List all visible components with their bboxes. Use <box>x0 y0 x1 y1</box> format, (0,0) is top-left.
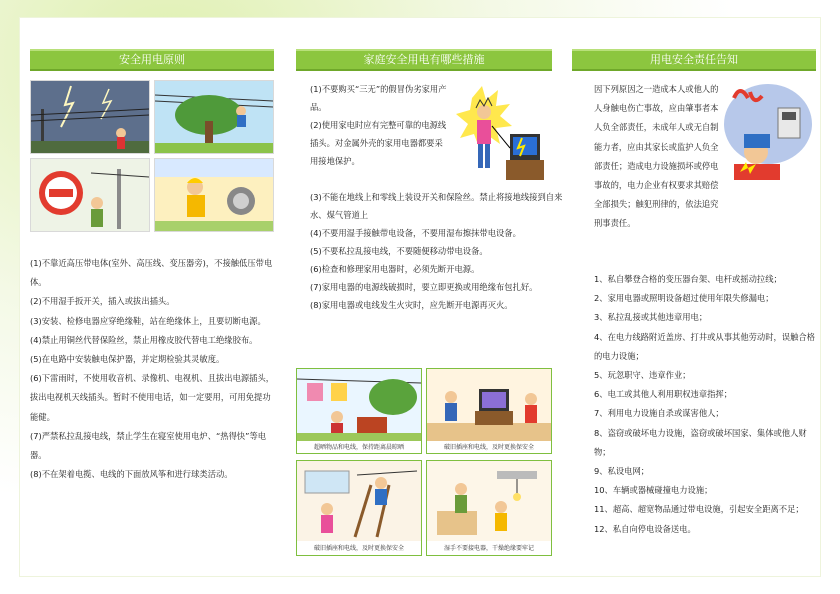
measure-item: (3)不能在地线上和零线上装设开关和保险丝。禁止将接地线接到自来水、煤气管道上 <box>310 192 563 220</box>
measure-item: (2)使用家电时应有完整可靠的电源线插头。对金属外壳的家用电器都要采用接地保护。 <box>310 120 447 166</box>
principle-item: (2)不用湿手扳开关，插入或拔出插头。 <box>30 296 175 307</box>
responsibility-item: 7、利用电力设施自杀或谋害他人； <box>594 408 724 419</box>
scene-caption: 湿手不要接电器，干燥绝缘要牢记 <box>443 545 534 552</box>
electrician-at-work-illustration <box>154 158 274 232</box>
principle-item: (7)严禁私拉乱接电线，禁止学生在寝室使用电炉、“热得快”等电器。 <box>30 430 267 461</box>
drying-clothes-scene <box>296 368 422 454</box>
measure-item: (8)家用电器或电线发生火灾时，应先断开电源再灭火。 <box>310 300 513 310</box>
scene-caption: 破旧插座和电线，及时更换保安全 <box>443 444 534 451</box>
left-column <box>30 18 275 480</box>
measure-item: (6)检查和修理家用电器时，必须先断开电源。 <box>310 264 480 274</box>
principle-item: (5)在电路中安装触电保护器，并定期检验其灵敏度。 <box>30 354 225 365</box>
responsibility-item: 6、电工或其他人利用职权违章指挥； <box>594 389 733 400</box>
shock-hazard-illustration <box>452 78 550 188</box>
home-safety-list-a <box>310 80 450 170</box>
measure-item: (4)不要用湿手接触带电设备，不要用湿布擦抹带电设备。 <box>310 228 521 238</box>
responsibility-item: 3、私拉乱接或其他违章用电； <box>594 312 708 323</box>
ladder-repair-scene <box>296 460 422 556</box>
responsibility-list <box>594 270 816 539</box>
measure-item: (1)不要购买“三无”的假冒伪劣家用产品。 <box>310 84 447 112</box>
home-safety-list-b <box>310 188 568 314</box>
scene-caption: 超晒物品和电线，保持距离晨晾晒 <box>313 444 404 451</box>
section-header-responsibility-notice: 用电安全责任告知 <box>572 49 816 71</box>
principle-item: (1)不靠近高压带电体(室外、高压线、变压器旁)，不接触低压带电体。 <box>30 258 273 288</box>
principle-item: (4)禁止用铜丝代替保险丝，禁止用橡皮胶代替电工绝缘胶布。 <box>30 334 258 345</box>
section-header-safety-principles: 安全用电原则 <box>30 49 274 71</box>
principle-item: (6)下雷雨时，不使用收音机、录像机、电视机、且拔出电源插头，拔出电视机天线插头。暂时不使用电话，如一定要用，可用免提功能健。 <box>30 373 275 422</box>
responsibility-intro-a <box>594 80 722 234</box>
leaflet-sheet <box>20 18 820 576</box>
responsibility-item: 2、家用电器或照明设备超过使用年限失修漏电； <box>594 293 774 304</box>
scene-caption: 破旧插座和电线，及时更换保安全 <box>313 545 404 552</box>
responsibility-item: 12、私自向停电设备送电。 <box>594 523 696 534</box>
electrocuted-man-illustration <box>720 78 816 188</box>
wet-hands-scene <box>426 460 552 556</box>
middle-column <box>296 18 563 552</box>
responsibility-item: 9、私设电网； <box>594 466 650 477</box>
responsibility-item: 11、超高、超宽物品通过带电设施，引起安全距离不足； <box>594 504 804 515</box>
responsibility-item: 1、私自攀登合格的变压器台架、电杆或摇动拉线； <box>594 274 782 284</box>
responsibility-item: 10、车辆或器械碰撞电力设施； <box>594 485 713 496</box>
responsibility-intro: 因下列原因之一造成本人或他人的人身触电伤亡事故，应由肇事者本人负全部责任，未成年人或无自制能力者，应由其家长或监护人负全部责任；造成电力设施损坏或停电事故的，电力企业有权要求其赔偿全部损失；触犯刑律的，依法追究刑事责任。 <box>594 84 719 229</box>
principle-item: (3)安装、检修电器应穿绝缘鞋，站在绝缘体上，且要切断电源。 <box>30 315 266 326</box>
responsibility-item: 8、盗窃或破坏电力设施，盗窃或破坏国家、集体或他人财物； <box>594 427 807 457</box>
measure-item: (5)不要私拉乱接电线，不要随便移动带电设备。 <box>310 246 488 256</box>
safety-principles-list <box>30 254 276 484</box>
measure-item: (7)家用电器的电源线破损时，要立即更换或用绝缘布包扎好。 <box>310 282 538 292</box>
tree-climbing-illustration <box>154 80 274 154</box>
living-room-scene <box>426 368 552 454</box>
no-fishing-sign-illustration <box>30 158 150 232</box>
principle-item: (8)不在架着电揽、电线的下面放风筝和进行球类活动。 <box>30 469 233 480</box>
responsibility-item: 5、玩忽职守、违章作业； <box>594 370 691 381</box>
responsibility-item: 4、在电力线路附近盖房、打井或从事其他劳动时，误触合格的电力设施； <box>594 331 815 361</box>
thunderstorm-illustration <box>30 80 150 154</box>
section-header-home-safety: 家庭安全用电有哪些措施 <box>296 49 552 71</box>
right-column <box>572 18 816 534</box>
